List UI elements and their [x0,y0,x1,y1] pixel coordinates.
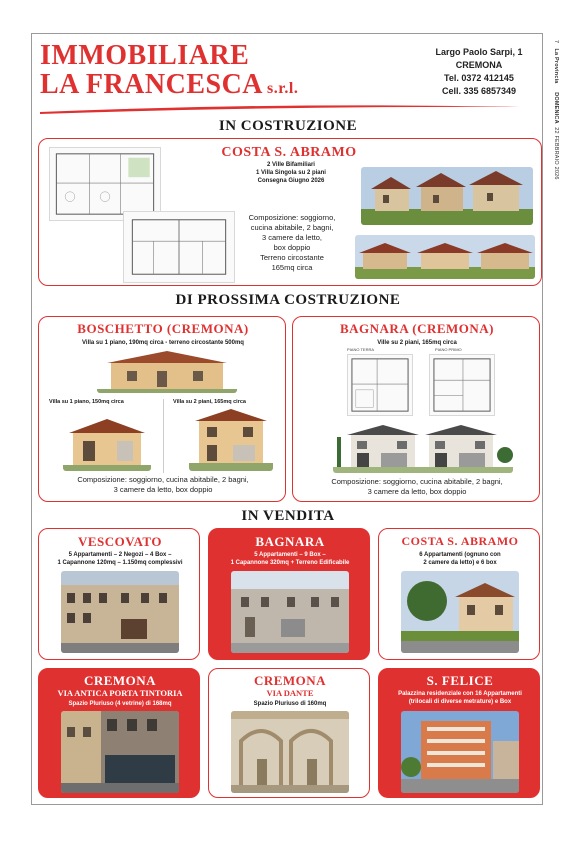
composition-line: Composizione: soggiorno, cucina abitabile, 2 bagni, [331,477,503,486]
card-subtitle: VIA ANTICA PORTA TINTORIA [57,688,183,698]
card-title: CREMONA [83,673,157,688]
brand-line-2 [40,71,298,99]
composition-line: Composizione: soggiorno, [248,213,336,222]
sale-card-costa-abramo[interactable] [378,528,540,660]
plan-label-first: PIANO PRIMO [435,347,462,352]
card-line: (trilocali di diverse metrature) e Box [408,699,512,705]
card-line: 1 Capannone 120mq – 1.150mq complessivi [57,560,183,566]
section-title-construction: IN COSTRUZIONE [218,118,358,134]
brand-line-1: IMMOBILIARE [40,40,250,71]
card-line: 5 Appartamenti – 9 Box – [254,552,326,558]
composition-line: 165mq circa [271,263,313,272]
composition-line: 3 camere da letto, box doppio [113,485,213,494]
render-villa-3 [189,407,273,471]
build-composition [237,213,347,273]
sale-card-cremona-dante[interactable] [208,668,370,798]
card-title: VESCOVATO [78,534,162,549]
composition-line: box doppio [273,243,311,252]
sale-card-bagnara[interactable] [208,528,370,660]
composition-line: 3 camere da letto, [261,233,323,242]
photo-cremona-tintoria [61,711,179,793]
build-line: Consegna Giugno 2026 [257,178,325,184]
card-line: 6 Appartamenti (ognuno con [419,552,501,558]
floor-plan-ground [347,354,413,416]
contact-cell: Cell. 335 6857349 [441,86,517,96]
build-details [239,161,343,185]
contact-block [420,46,538,98]
photo-vescovato [61,571,179,653]
card-lines [39,551,200,567]
card-bagnara-build[interactable] [292,316,540,502]
brand-swoosh [40,100,520,116]
contact-address: Largo Paolo Sarpi, 1 [435,47,523,57]
photo-s-felice [401,711,519,793]
left-villa-label: Villa su 1 piano, 150mq circa [49,399,124,405]
render-villa-2 [63,413,151,471]
floor-plan-image [49,147,161,221]
section-title-sale: IN VENDITA [241,508,335,524]
photo-bagnara [231,571,349,653]
render-photo-street [355,235,535,279]
composition-line: cucina abitabile, 2 bagni, [250,223,334,232]
render-villa-1 [97,349,237,393]
card-title: BAGNARA (CREMONA) [339,321,495,336]
brand-name: LA FRANCESCA [40,69,264,100]
card-title: CREMONA [253,673,327,688]
build-line: 1 Villa Singola su 2 piani [256,170,326,176]
card-boschetto[interactable] [38,316,286,502]
card-title: BAGNARA [255,534,325,549]
sale-card-cremona-tintoria[interactable] [38,668,200,798]
sale-card-s-felice[interactable] [378,668,540,798]
top-line: Ville su 2 piani, 165mq circa [377,340,457,346]
card-subtitle: VIA DANTE [266,688,314,698]
boschetto-composition [39,475,286,495]
composition-line: Composizione: soggiorno, cucina abitabile, 2 bagni, [77,475,249,484]
newspaper-name: La Provincia [553,48,559,84]
card-line: Spazio Pluriuso di 160mq [253,701,327,707]
render-bagnara-villas [333,421,513,473]
photo-cremona-dante [231,711,349,793]
card-lines [379,690,540,706]
floor-plan-image-2 [123,211,235,283]
issue-day: DOMENICA [553,92,559,124]
top-line: Villa su 1 piano, 190mq circa - terreno circostante 500mq [82,340,244,346]
card-line: 2 camere da letto) e 6 box [423,560,497,566]
render-photo-houses [361,167,533,225]
composition-line: Terreno circostante [260,253,324,262]
composition-line: 3 camere da letto, box doppio [367,487,467,496]
brand-suffix: s.r.l. [267,80,299,97]
newspaper-sidebar [545,40,559,200]
sale-card-vescovato[interactable] [38,528,200,660]
card-line: 5 Appartamenti – 2 Negozi – 4 Box – [68,552,172,558]
section-title-upcoming: DI PROSSIMA COSTRUZIONE [175,292,401,308]
card-line: 1 Capannone 320mq + Terreno Edificabile [230,560,350,566]
divider [163,399,164,473]
card-lines [379,551,540,567]
card-title: COSTA S. ABRAMO [221,145,357,160]
card-line: Palazzina residenziale con 16 Appartamenti [398,691,522,697]
build-line: 2 Ville Bifamiliari [267,162,315,168]
right-villa-label: Villa su 2 piani, 165mq circa [173,399,246,405]
photo-costa-abramo [401,571,519,653]
page-number: 7 [553,40,559,44]
card-title: COSTA S. ABRAMO [401,534,519,548]
floor-plan-first [429,354,495,416]
card-costa-abramo-build[interactable] [38,138,542,286]
contact-city: CREMONA [455,60,503,70]
card-lines [209,551,370,567]
bagnara-composition [293,477,540,497]
plan-label-ground: PIANO TERRA [347,347,375,352]
card-line: Spazio Pluriuso (4 vetrine) di 168mq [68,701,172,707]
issue-date: 22 FEBBRAIO 2026 [553,127,559,180]
card-title: BOSCHETTO (CREMONA) [77,321,249,336]
contact-tel: Tel. 0372 412145 [444,73,514,83]
card-title: S. FELICE [426,673,494,688]
